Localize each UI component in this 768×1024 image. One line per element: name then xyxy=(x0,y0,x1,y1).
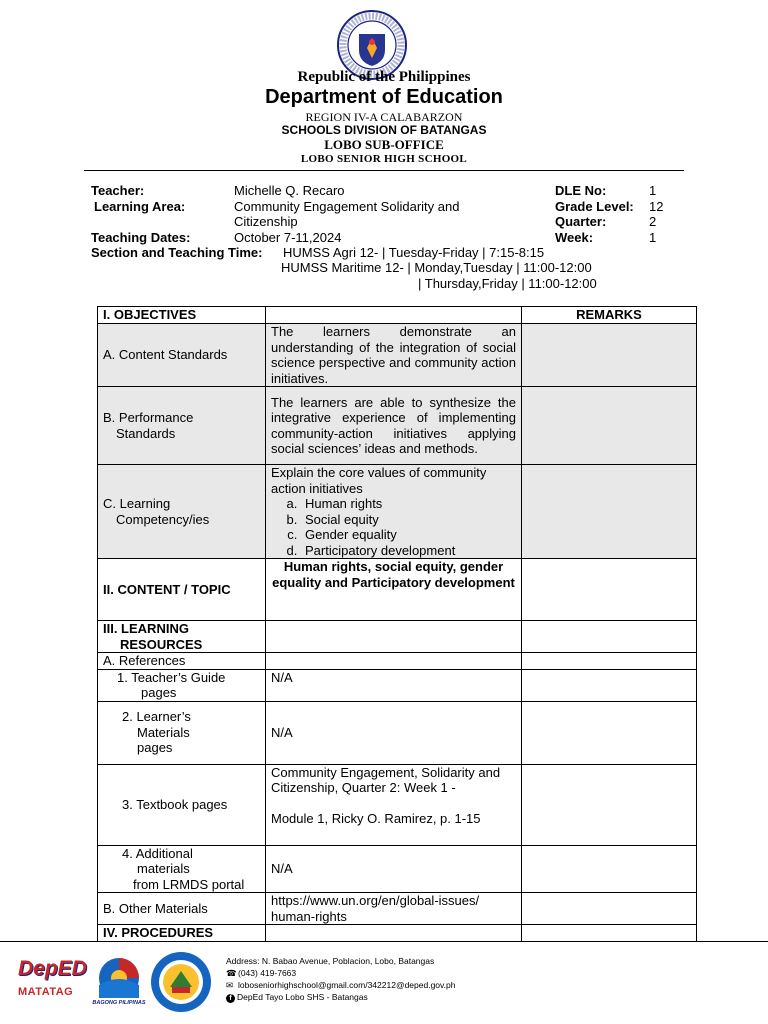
remarks-cell xyxy=(522,893,697,925)
footer-divider xyxy=(0,941,768,942)
table-row xyxy=(98,653,697,670)
competency-intro: Explain the core values of community action initiatives xyxy=(271,465,487,496)
textbook-value xyxy=(266,764,522,845)
teachers-guide-label xyxy=(98,669,266,701)
lm-label-line3: pages xyxy=(137,740,173,756)
header-republic: Republic of the Philippines xyxy=(297,69,471,85)
week-label: Week: xyxy=(555,230,594,245)
quarter-value: 2 xyxy=(649,214,657,229)
list-item: b. Social equity xyxy=(301,512,516,528)
textbook-label: 3. Textbook pages xyxy=(98,764,266,845)
performance-standards-text: The learners are able to synthesize the integrative experience of implementing community-action initiatives applying social sciences’ ideas and methods. xyxy=(266,387,522,465)
remarks-cell xyxy=(522,559,697,621)
table-row xyxy=(98,893,697,925)
bagong-pilipinas-logo xyxy=(92,955,146,1001)
remarks-cell xyxy=(522,925,697,942)
competency-label-line1: C. Learning xyxy=(103,496,171,511)
dle-label: DLE No: xyxy=(555,183,607,198)
list-item: d. Participatory development xyxy=(301,543,516,559)
footer-contact xyxy=(226,955,455,1003)
references-label: A. References xyxy=(98,653,266,670)
section-line3: | Thursday,Friday | 11:00-12:00 xyxy=(418,276,597,291)
footer-email[interactable]: loboseniorhighschool@gmail.com/342212@deped.gov.ph xyxy=(238,980,456,990)
remarks-heading: REMARKS xyxy=(522,307,697,324)
dle-value: 1 xyxy=(649,183,657,198)
table-row xyxy=(98,621,697,653)
bagong-pilipinas-text: BAGONG PILIPINAS xyxy=(92,1000,146,1006)
remarks-cell xyxy=(522,845,697,893)
resources-label-line2: RESOURCES xyxy=(120,636,203,652)
lm-label-line1: 2. Learner’s xyxy=(122,709,191,725)
section-line1: HUMSS Agri 12- | Tuesday-Friday | 7:15-8:15 xyxy=(283,245,545,260)
textbook-line2: Module 1, Ricky O. Ramirez, p. 1-15 xyxy=(271,810,481,826)
header-department: Department of Education xyxy=(265,86,503,108)
competency-text xyxy=(266,465,522,559)
header-region: REGION IV-A CALABARZON xyxy=(305,110,463,124)
table-row xyxy=(98,669,697,701)
table-row xyxy=(98,387,697,465)
section-line2: HUMSS Maritime 12- | Monday,Tuesday | 11:00-12:00 xyxy=(281,260,592,275)
competency-list xyxy=(271,496,516,558)
school-seal-logo xyxy=(150,951,212,1013)
grade-value: 12 xyxy=(649,199,664,214)
grade-label: Grade Level: xyxy=(555,199,634,214)
tg-label-line2: pages xyxy=(141,685,177,700)
performance-standards-label xyxy=(98,387,266,465)
textbook-line1: Community Engagement, Solidarity and Citizenship, Quarter 2: Week 1 - xyxy=(271,764,501,795)
remarks-cell xyxy=(522,465,697,559)
header-divider xyxy=(84,170,684,171)
quarter-label: Quarter: xyxy=(555,214,607,229)
table-row xyxy=(98,701,697,764)
teaching-dates-value: October 7-11,2024 xyxy=(234,230,342,245)
footer-email-row xyxy=(226,979,455,991)
footer-address: Address: N. Babao Avenue, Poblacion, Lobo, Batangas xyxy=(226,956,435,966)
learners-materials-value: N/A xyxy=(266,701,522,764)
competency-label xyxy=(98,465,266,559)
mail-icon: ✉ xyxy=(226,980,234,990)
objectives-empty-cell xyxy=(266,307,522,324)
am-label-line1: 4. Additional xyxy=(122,845,193,861)
table-row xyxy=(98,324,697,387)
competency-label-line2: Competency/ies xyxy=(116,511,210,527)
header-sub-office: LOBO SUB-OFFICE xyxy=(324,137,444,152)
header-school: LOBO SENIOR HIGH SCHOOL xyxy=(300,153,468,165)
tg-label-line1: 1. Teacher’s Guide xyxy=(117,669,226,685)
list-item: c. Gender equality xyxy=(301,527,516,543)
table-row xyxy=(98,465,697,559)
remarks-cell xyxy=(522,669,697,701)
lesson-plan-table xyxy=(97,306,697,942)
teachers-guide-value: N/A xyxy=(266,669,522,701)
matatag-wordmark: MATATAG xyxy=(18,986,74,998)
phone-icon: ☎ xyxy=(226,968,237,978)
table-row xyxy=(98,307,697,324)
footer-facebook-row xyxy=(226,991,455,1003)
table-row xyxy=(98,925,697,942)
teacher-value: Michelle Q. Recaro xyxy=(234,183,345,198)
learners-materials-label xyxy=(98,701,266,764)
objectives-heading: I. OBJECTIVES xyxy=(98,307,266,324)
learning-area-label: Learning Area: xyxy=(94,199,186,214)
teacher-label: Teacher: xyxy=(91,183,145,198)
remarks-cell xyxy=(522,701,697,764)
table-row xyxy=(98,845,697,893)
additional-materials-label xyxy=(98,845,266,893)
teaching-dates-label: Teaching Dates: xyxy=(91,230,191,245)
performance-label-line2: Standards xyxy=(116,425,176,441)
table-row xyxy=(98,559,697,621)
learning-resources-label xyxy=(98,621,266,653)
resources-label-line1: III. LEARNING xyxy=(103,621,189,636)
footer-phone: (043) 419-7663 xyxy=(238,968,297,978)
header-division: SCHOOLS DIVISION OF BATANGAS xyxy=(281,123,487,137)
deped-wordmark: DepED xyxy=(18,957,87,980)
other-line2[interactable]: human-rights xyxy=(271,908,347,924)
empty-cell xyxy=(266,621,522,653)
lm-label-line2: Materials xyxy=(137,724,190,740)
remarks-cell xyxy=(522,621,697,653)
other-materials-value xyxy=(266,893,522,925)
am-label-line3: from LRMDS portal xyxy=(133,876,245,892)
content-topic-text: Human rights, social equity, gender equality and Participatory development xyxy=(266,559,522,621)
section-label: Section and Teaching Time: xyxy=(91,245,263,260)
learning-area-line1: Community Engagement Solidarity and xyxy=(234,199,460,214)
list-item: a. Human rights xyxy=(301,496,516,512)
additional-materials-value: N/A xyxy=(266,845,522,893)
content-standards-label: A. Content Standards xyxy=(98,324,266,387)
week-value: 1 xyxy=(649,230,657,245)
remarks-cell xyxy=(522,653,697,670)
content-topic-label: II. CONTENT / TOPIC xyxy=(98,559,266,621)
empty-cell xyxy=(266,653,522,670)
empty-cell xyxy=(266,925,522,942)
other-line1[interactable]: https://www.un.org/en/global-issues/ xyxy=(271,893,480,908)
footer-facebook[interactable]: DepEd Tayo Lobo SHS - Batangas xyxy=(237,992,368,1002)
performance-label-line1: B. Performance xyxy=(103,410,194,425)
table-row xyxy=(98,764,697,845)
content-standards-text: The learners demonstrate an understanding of the integration of social science perspective and community action initiatives. xyxy=(266,324,522,387)
other-materials-label: B. Other Materials xyxy=(98,893,266,925)
deped-matatag-logo xyxy=(18,957,87,1008)
footer-phone-row xyxy=(226,967,455,979)
remarks-cell xyxy=(522,387,697,465)
am-label-line2: materials xyxy=(137,861,190,876)
remarks-cell xyxy=(522,764,697,845)
remarks-cell xyxy=(522,324,697,387)
procedures-label: IV. PROCEDURES xyxy=(98,925,266,942)
facebook-icon: f xyxy=(226,994,235,1003)
learning-area-line2: Citizenship xyxy=(234,214,298,229)
